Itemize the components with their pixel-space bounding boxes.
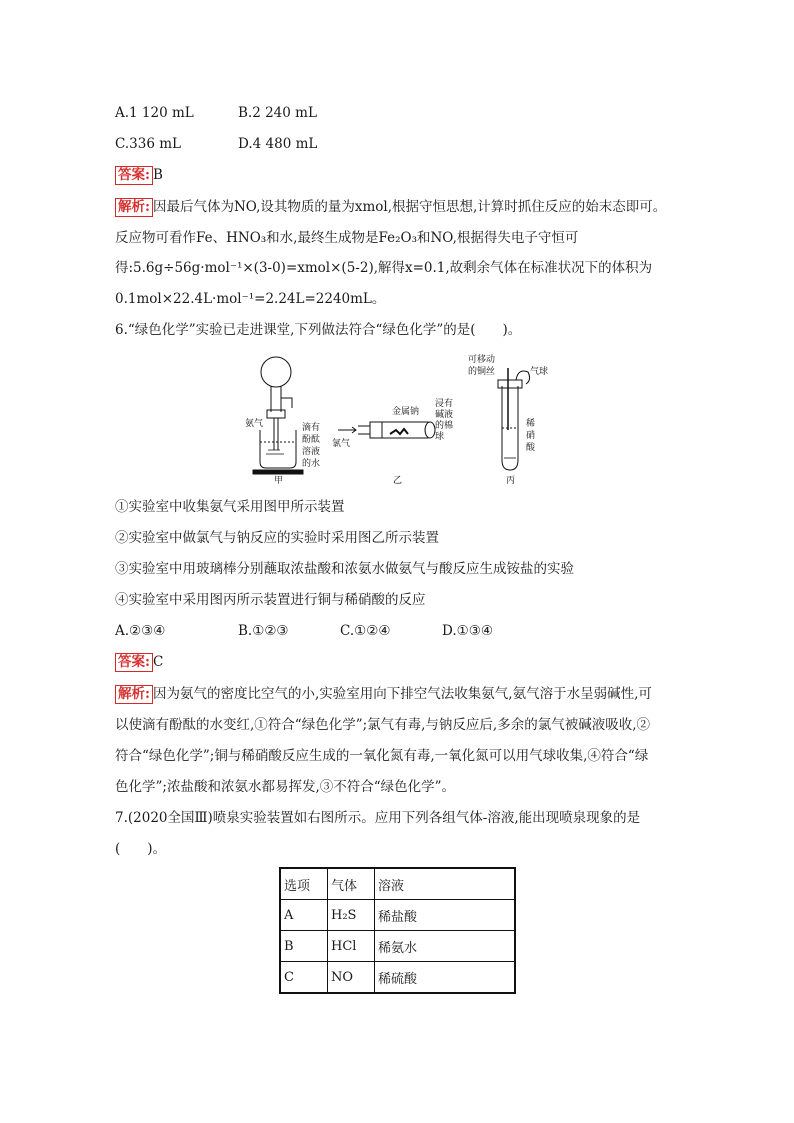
analysis-tag: 解析:: [115, 198, 153, 217]
jia-water-label-1: 滴有: [302, 423, 321, 433]
figure-yi: [338, 422, 435, 438]
table-cell: 稀硫酸: [375, 962, 516, 994]
table-row: [280, 931, 515, 962]
analysis-text: 因为氨气的密度比空气的小,实验室用向下排空气法收集氨气,氨气溶于水呈弱碱性,可: [152, 686, 652, 702]
answer-tag: 答案:: [115, 653, 153, 672]
yi-gas-label: 氯气: [332, 439, 351, 449]
q7-stem-cont: ( )。: [115, 841, 167, 857]
q5-answer: [115, 165, 163, 185]
yi-cotton-label-2: 碱液: [435, 410, 454, 420]
q6-analysis-line-2: 以使滴有酚酞的水变红,①符合“绿色化学”;氯气有毒,与钠反应后,多余的氯气被碱液吸收,②: [115, 717, 651, 733]
figure-jia: [253, 357, 303, 474]
analysis-tag: 解析:: [115, 685, 153, 704]
bing-label: 丙: [506, 476, 516, 485]
figure-bing: [498, 368, 530, 470]
jia-water-label-4: 的水: [302, 459, 321, 469]
answer-value: B: [152, 167, 163, 183]
yi-cotton-label-3: 的棉: [435, 421, 454, 431]
analysis-text: 因最后气体为NO,设其物质的量为xmol,根据守恒思想,计算时抓住反应的始末态即可。: [152, 199, 667, 215]
jia-water-label-3: 溶液: [302, 447, 321, 457]
q5-analysis-line-4: 0.1mol×22.4L·mol⁻¹=2.24L=2240mL。: [115, 291, 386, 307]
table-header-cell: 溶液: [375, 868, 516, 900]
q5-option-c: C.336 mL: [115, 136, 181, 152]
table-cell: B: [280, 931, 328, 962]
yi-cotton-label-4: 球: [435, 432, 445, 442]
answer-value: C: [152, 654, 164, 670]
table-header-cell: 选项: [280, 868, 328, 900]
yi-label: 乙: [393, 476, 403, 485]
table-cell: 稀盐酸: [375, 900, 516, 931]
table-header-row: [280, 868, 515, 900]
q5-analysis-line-1: [115, 197, 666, 217]
table-cell: NO: [328, 962, 375, 994]
q6-item-4: ④实验室中采用图丙所示装置进行铜与稀硝酸的反应: [115, 592, 426, 608]
q6-option-a: A.②③④: [115, 623, 166, 639]
yi-cotton-label-1: 浸有: [435, 399, 454, 409]
bing-wire-label-1: 可移动: [468, 355, 496, 365]
bing-acid-label-3: 酸: [526, 443, 536, 453]
table-row: [280, 962, 515, 994]
answer-tag: 答案:: [115, 166, 153, 185]
bing-wire-label-2: 的铜丝: [468, 367, 496, 377]
q5-analysis-line-3: 得:5.6g÷56g·mol⁻¹×(3-0)=xmol×(5-2),解得x=0.1,故剩余气体在标准状况下的体积为: [115, 260, 653, 276]
q6-option-b: B.①②③: [238, 623, 289, 639]
q6-option-c: C.①②④: [340, 623, 391, 639]
yi-metal-label: 金属钠: [392, 407, 420, 417]
q6-analysis-line-1: [115, 684, 652, 704]
q5-option-a: A.1 120 mL: [115, 105, 194, 121]
bing-acid-label-1: 稀: [526, 419, 536, 429]
bing-acid-label-2: 硝: [526, 431, 536, 441]
jia-gas-label: 氨气: [245, 419, 264, 429]
table-cell: A: [280, 900, 328, 931]
q6-analysis-line-3: 符合“绿色化学”;铜与稀硝酸反应生成的一氧化氮有毒,一氧化氮可以用气球收集,④符合“绿: [115, 748, 649, 764]
q6-item-1: ①实验室中收集氨气采用图甲所示装置: [115, 499, 345, 515]
q5-analysis-line-2: 反应物可看作Fe、HNO₃和水,最终生成物是Fe₂O₃和NO,根据得失电子守恒可: [115, 230, 579, 246]
table-header-cell: 气体: [328, 868, 375, 900]
q7-table: [279, 867, 516, 994]
table-cell: C: [280, 962, 328, 994]
table-row: [280, 900, 515, 931]
q6-item-2: ②实验室中做氯气与钠反应的实验时采用图乙所示装置: [115, 530, 439, 546]
bing-balloon-label: 气球: [530, 367, 549, 377]
table-cell: H₂S: [328, 900, 375, 931]
q6-answer: [115, 652, 163, 672]
q6-option-d: D.①③④: [442, 623, 493, 639]
q7-stem: 7.(2020全国Ⅲ)喷泉实验装置如右图所示。应用下列各组气体-溶液,能出现喷泉现象的是: [115, 810, 641, 826]
q6-stem: 6.“绿色化学”实验已走进课堂,下列做法符合“绿色化学”的是( )。: [115, 322, 522, 338]
jia-water-label-2: 酚酞: [302, 435, 321, 445]
table-cell: HCl: [328, 931, 375, 962]
q6-analysis-line-4: 色化学”;浓盐酸和浓氨水都易挥发,③不符合“绿色化学”。: [115, 779, 456, 795]
q6-figure: [240, 350, 560, 485]
jia-label: 甲: [274, 476, 284, 485]
q5-option-d: D.4 480 mL: [238, 136, 318, 152]
q5-option-b: B.2 240 mL: [238, 105, 317, 121]
q6-item-3: ③实验室中用玻璃棒分别蘸取浓盐酸和浓氨水做氨气与酸反应生成铵盐的实验: [115, 561, 574, 577]
table-cell: 稀氨水: [375, 931, 516, 962]
